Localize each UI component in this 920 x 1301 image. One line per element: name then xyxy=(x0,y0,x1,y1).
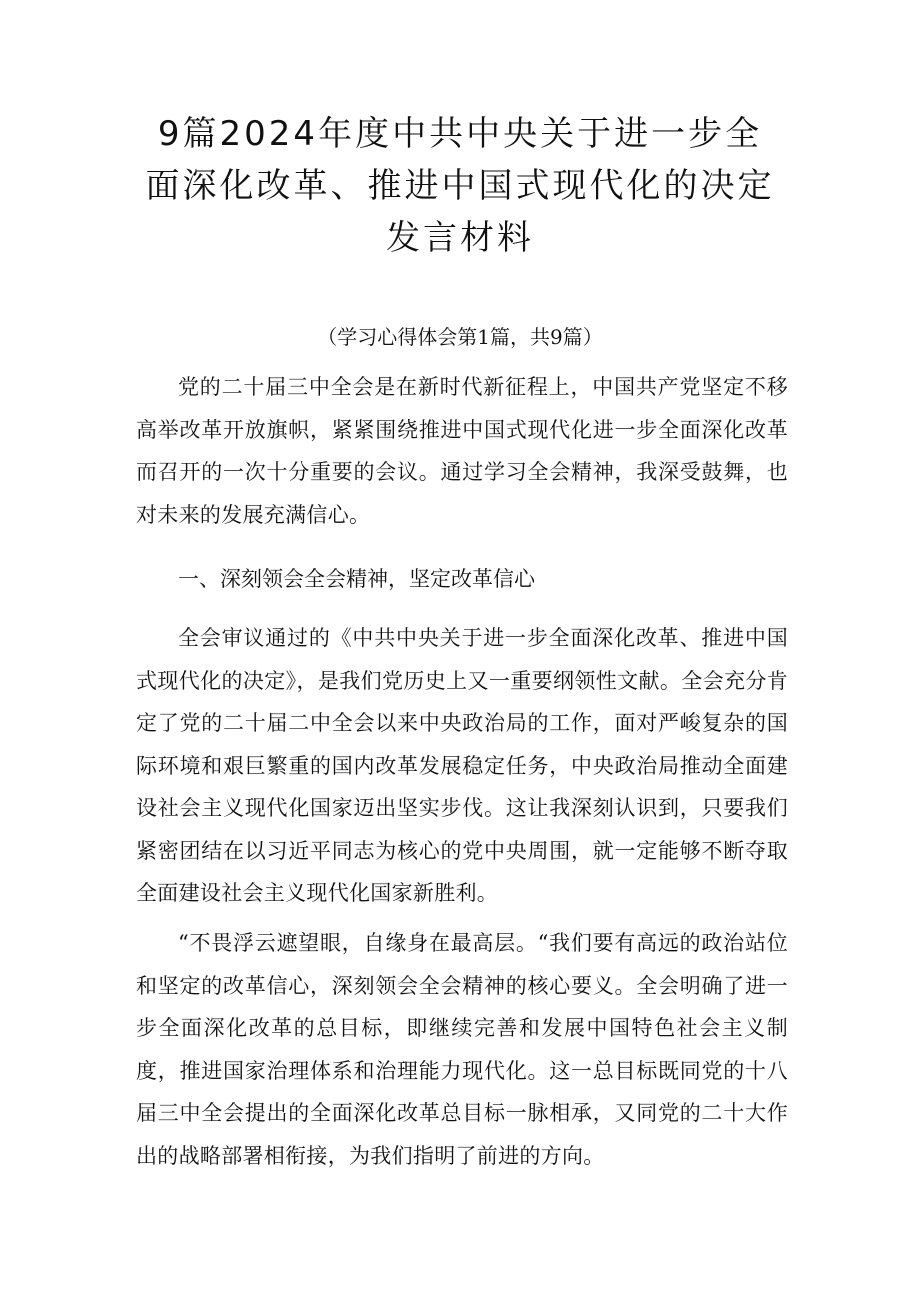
section-heading: 一、深刻领会全会精神，坚定改革信心 xyxy=(178,567,535,591)
paragraph-body-1: 全会审议通过的《中共中央关于进一步全面深化改革、推进中国式现代化的决定》，是我们党历史上又一重要纲领性文献。全会充分肯定了党的二十届二中全会以来中央政治局的工作，面对严峻复杂的国际环境和艰巨繁重的国内改革发展稳定任务，中央政治局推动全面建设社会主义现代化国家迈出坚实步伐。这让我深刻认识到，只要我们紧密团结在以习近平同志为核心的党中央周围，就一定能够不断夺取全面建设社会主义现代化国家新胜利。 xyxy=(136,626,788,905)
document-title: 9篇2024年度中共中央关于进一步全面深化改革、推进中国式现代化的决定发言材料 xyxy=(145,114,775,258)
paragraph-body-2: “不畏浮云遮望眼，自缘身在最高层。“我们要有高远的政治站位和坚定的改革信心，深刻领会全会精神的核心要义。全会明确了进一步全面深化改革的总目标，即继续完善和发展中国特色社会主义制度，推进国家治理体系和治理能力现代化。这一总目标既同党的十八届三中全会提出的全面深化改革总目标一脉相承，又同党的二十大作出的战略部署相衔接，为我们指明了前进的方向。 xyxy=(136,931,788,1168)
document-subtitle: （学习心得体会第1篇，共9篇） xyxy=(317,325,603,349)
paragraph-intro: 党的二十届三中全会是在新时代新征程上，中国共产党坚定不移高举改革开放旗帜，紧紧围绕推进中国式现代化进一步全面深化改革而召开的一次十分重要的会议。通过学习全会精神，我深受鼓舞，也对未来的发展充满信心。 xyxy=(136,375,788,527)
